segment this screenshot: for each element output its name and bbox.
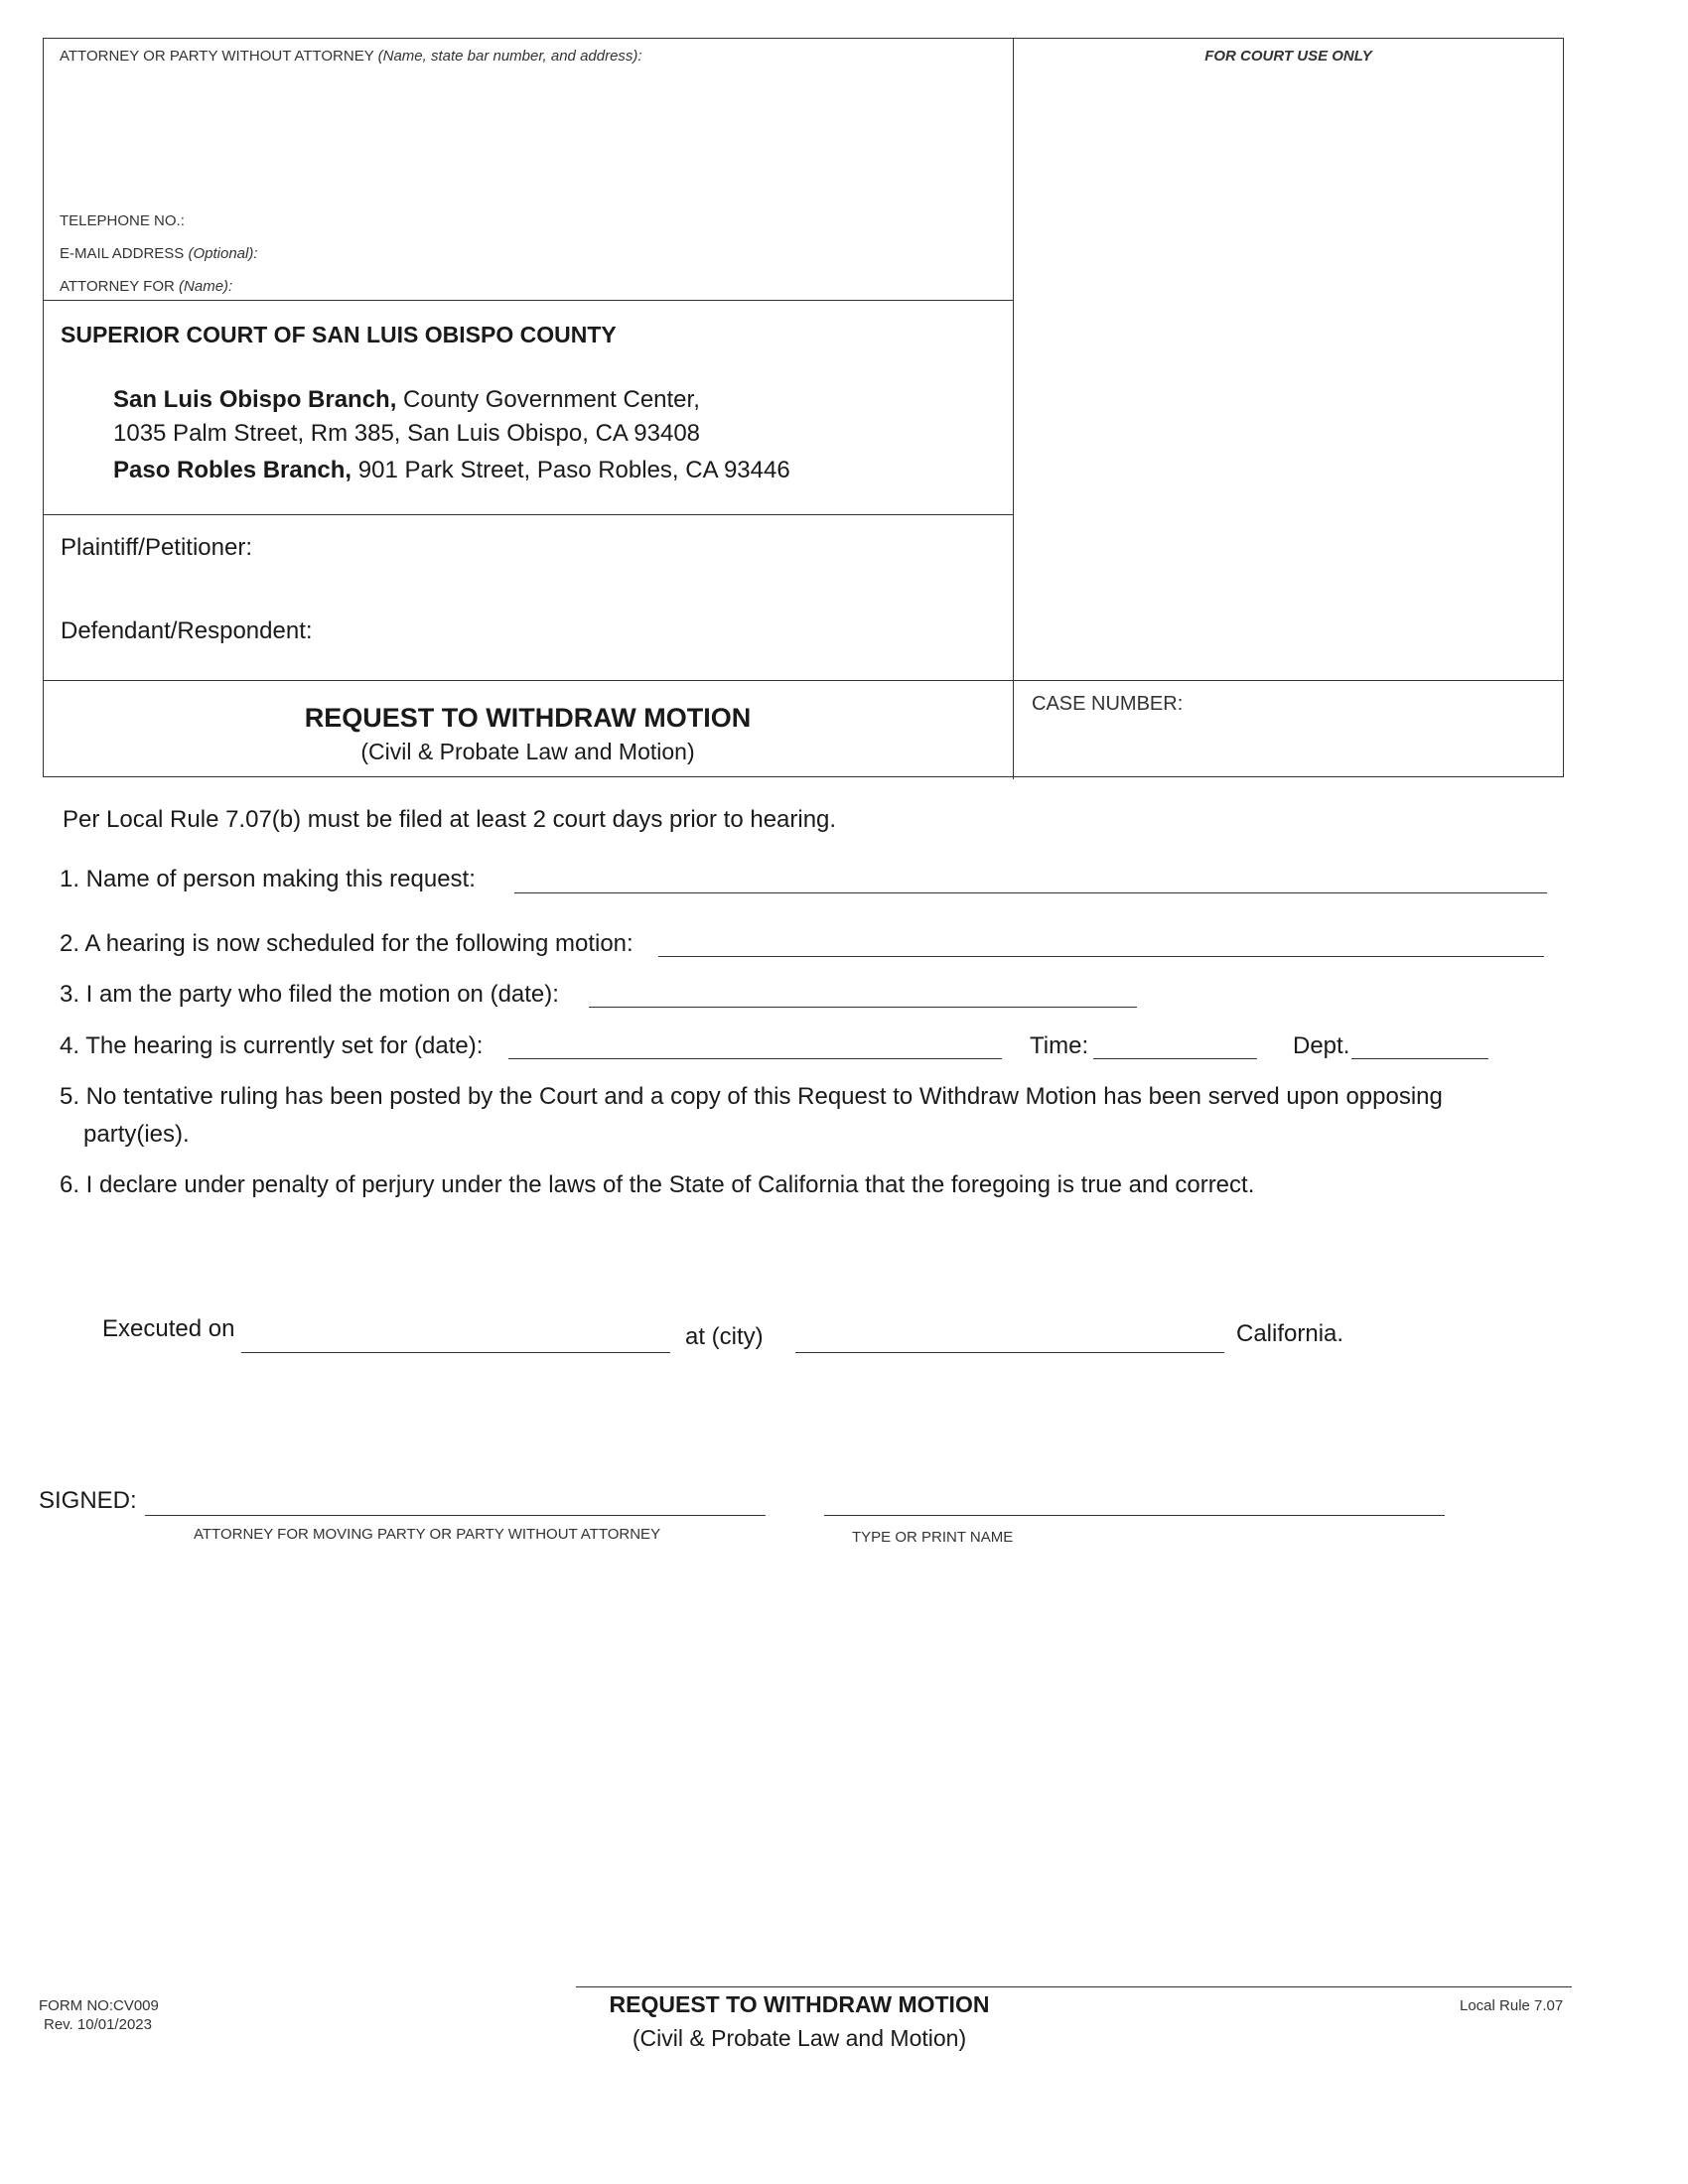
- item-3-label: 3. I am the party who filed the motion on (date):: [60, 981, 559, 1008]
- executed-on-label: Executed on: [102, 1315, 235, 1342]
- form-title: REQUEST TO WITHDRAW MOTION: [304, 703, 752, 733]
- signature-field[interactable]: [145, 1489, 766, 1516]
- footer-rule: [576, 1986, 1572, 1987]
- item-5-line-1: 5. No tentative ruling has been posted by the Court and a copy of this Request to Withdraw Motion has been served upon opposing: [60, 1083, 1443, 1110]
- requester-name-field[interactable]: [514, 867, 1547, 893]
- signed-label: SIGNED:: [39, 1487, 137, 1514]
- attorney-for-field[interactable]: [258, 274, 993, 296]
- court-name: SUPERIOR COURT OF SAN LUIS OBISPO COUNTY: [61, 322, 617, 347]
- printed-name-caption: TYPE OR PRINT NAME: [852, 1529, 1014, 1546]
- email-field[interactable]: [288, 241, 993, 263]
- california-label: California.: [1236, 1320, 1344, 1347]
- footer-rev: Rev. 10/01/2023: [44, 2016, 152, 2033]
- dept-label: Dept.: [1293, 1032, 1350, 1059]
- footer-title: REQUEST TO WITHDRAW MOTION: [609, 1991, 990, 2017]
- item-1-label: 1. Name of person making this request:: [60, 866, 476, 892]
- email-label-text: E-MAIL ADDRESS: [60, 245, 185, 262]
- attorney-label-text: ATTORNEY OR PARTY WITHOUT ATTORNEY: [60, 48, 374, 65]
- rule-above-title: [43, 680, 1564, 681]
- executed-date-field[interactable]: [241, 1326, 670, 1353]
- branch-1-line-1: [113, 386, 700, 414]
- court-use-only-label: FOR COURT USE ONLY: [1204, 48, 1372, 65]
- telephone-field[interactable]: [179, 208, 993, 230]
- hearing-date-field[interactable]: [508, 1032, 1002, 1059]
- item-2-label: 2. A hearing is now scheduled for the following motion:: [60, 930, 633, 957]
- case-number-label: CASE NUMBER:: [1032, 693, 1184, 715]
- branch-1-rest: County Government Center,: [396, 386, 700, 413]
- attorney-for-label-note: (Name):: [179, 278, 233, 295]
- motion-filed-date-field[interactable]: [589, 981, 1137, 1008]
- rule-note: Per Local Rule 7.07(b) must be filed at least 2 court days prior to hearing.: [63, 806, 837, 833]
- attorney-for-label-text: ATTORNEY FOR: [60, 278, 175, 295]
- footer-form-no: FORM NO:CV009: [39, 1997, 159, 2014]
- caption-divider: [1013, 38, 1014, 779]
- plaintiff-label: Plaintiff/Petitioner:: [61, 534, 252, 561]
- branch-1-line-2: 1035 Palm Street, Rm 385, San Luis Obispo, CA 93408: [113, 420, 701, 447]
- email-label-note: (Optional):: [188, 245, 258, 262]
- attorney-name-address-field[interactable]: [60, 71, 993, 201]
- time-label: Time:: [1030, 1032, 1089, 1059]
- defendant-field[interactable]: [328, 615, 993, 645]
- motion-field[interactable]: [658, 930, 1544, 957]
- item-5-line-2: party(ies).: [83, 1121, 190, 1148]
- signature-caption: ATTORNEY FOR MOVING PARTY OR PARTY WITHOUT ATTORNEY: [194, 1526, 661, 1543]
- rule-below-attorney: [43, 300, 1013, 301]
- attorney-label-note: (Name, state bar number, and address):: [377, 48, 642, 65]
- branch-2-name: Paso Robles Branch,: [113, 457, 352, 483]
- hearing-time-field[interactable]: [1093, 1032, 1257, 1059]
- item-4-label: 4. The hearing is currently set for (date):: [60, 1032, 484, 1059]
- rule-below-court: [43, 514, 1013, 515]
- attorney-label: [60, 48, 642, 65]
- hearing-dept-field[interactable]: [1351, 1032, 1488, 1059]
- branch-2-line: [113, 457, 790, 484]
- branch-2-rest: 901 Park Street, Paso Robles, CA 93446: [352, 457, 790, 483]
- attorney-for-label: [60, 278, 232, 295]
- footer-local-rule: Local Rule 7.07: [1460, 1997, 1564, 2014]
- plaintiff-field[interactable]: [298, 532, 993, 562]
- footer-subtitle: (Civil & Probate Law and Motion): [632, 2025, 967, 2051]
- printed-name-field[interactable]: [824, 1489, 1445, 1516]
- case-number-field[interactable]: [1033, 725, 1549, 764]
- branch-1-name: San Luis Obispo Branch,: [113, 386, 397, 413]
- form-subtitle: (Civil & Probate Law and Motion): [360, 739, 695, 764]
- executed-city-field[interactable]: [795, 1326, 1224, 1353]
- at-city-label: at (city): [685, 1323, 764, 1350]
- telephone-label: TELEPHONE NO.:: [60, 212, 185, 229]
- item-6-label: 6. I declare under penalty of perjury under the laws of the State of California that the foregoing is true and correct.: [60, 1171, 1255, 1198]
- defendant-label: Defendant/Respondent:: [61, 617, 313, 644]
- email-label: [60, 245, 258, 262]
